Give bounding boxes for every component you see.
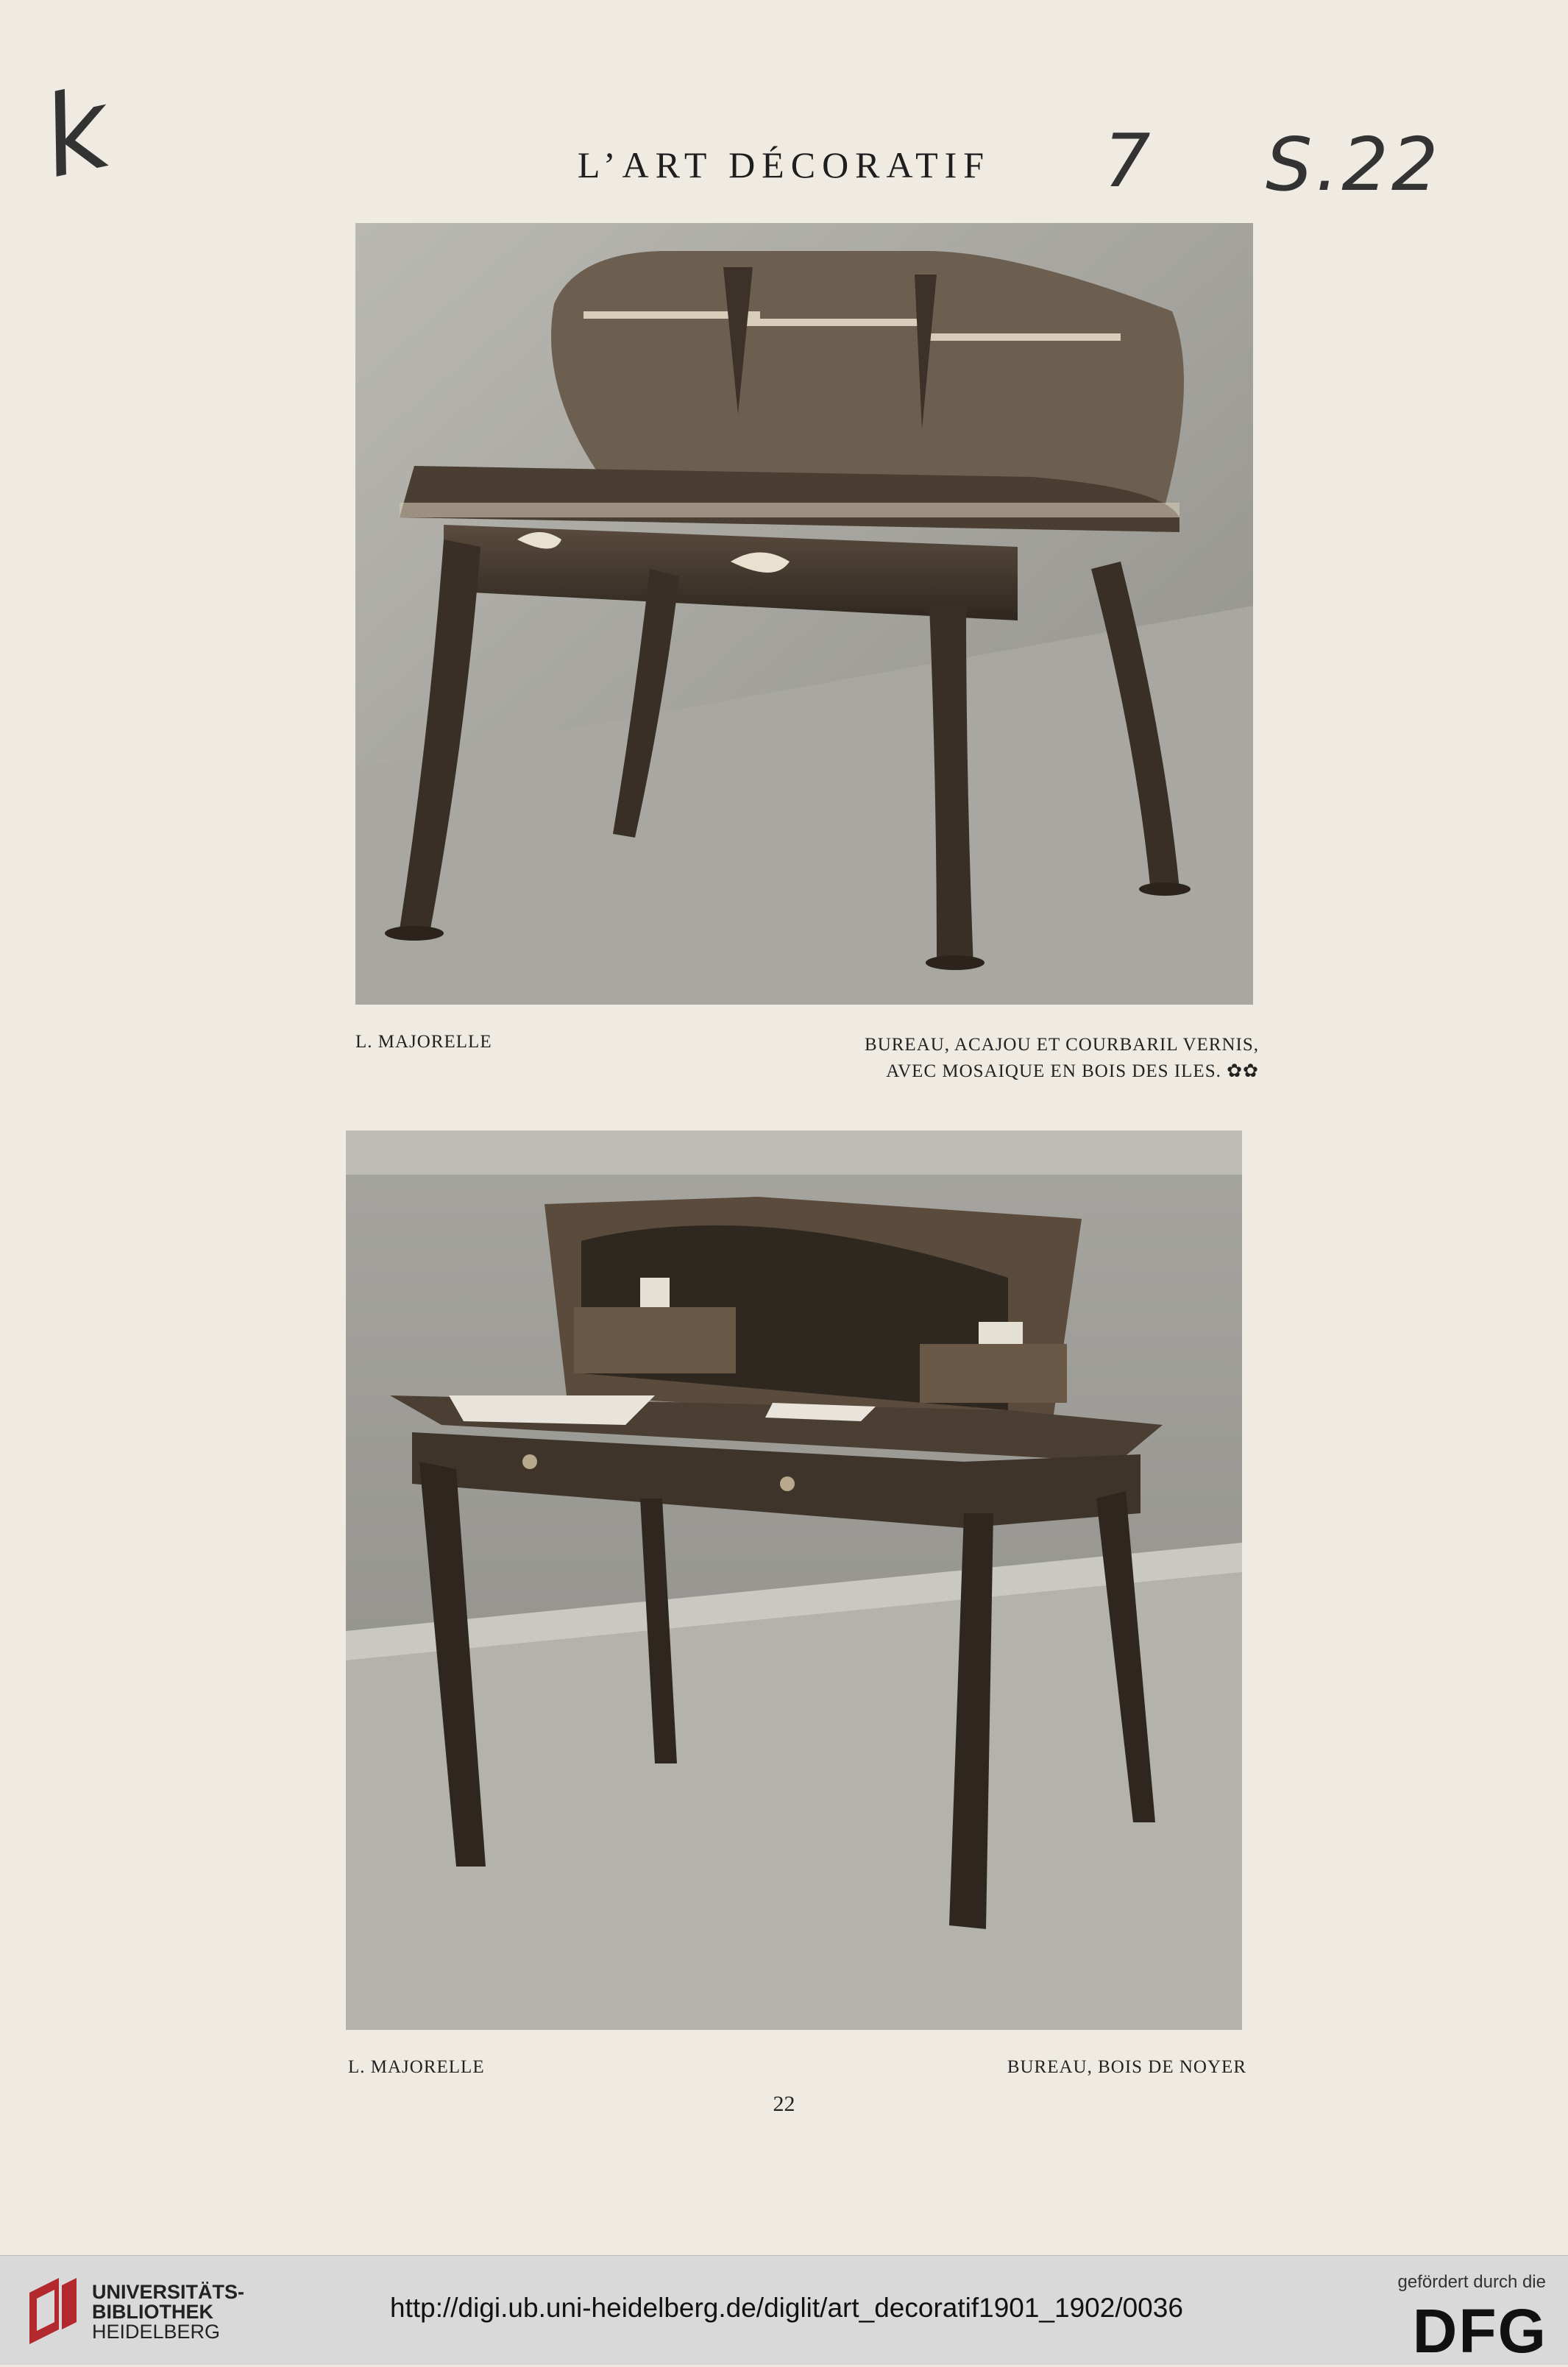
figure-1-credit: L. MAJORELLE xyxy=(355,1032,492,1052)
figure-2-credit: L. MAJORELLE xyxy=(348,2057,485,2077)
university-library-logo-icon xyxy=(29,2278,77,2344)
desk-1-illustration xyxy=(355,223,1253,1005)
handwritten-page-ref: S.22 xyxy=(1266,121,1441,208)
handwritten-mark-k: k xyxy=(31,64,121,204)
figure-1-caption xyxy=(865,1032,1259,1085)
page-number: 22 xyxy=(773,2092,795,2116)
funding-label: gefördert durch die xyxy=(1397,2272,1546,2292)
digitization-footer xyxy=(0,2255,1568,2365)
figure-1-caption-line-2: AVEC MOSAIQUE EN BOIS DES ILES. ✿✿ xyxy=(886,1061,1259,1081)
running-title: L’ART DÉCORATIF xyxy=(577,144,991,185)
photo-desk-2 xyxy=(346,1131,1242,2030)
permalink-url[interactable]: http://digi.ub.uni-heidelberg.de/diglit/art_decoratif1901_1902/0036 xyxy=(390,2293,1183,2323)
figure-2-caption: BUREAU, BOIS DE NOYER xyxy=(1007,2057,1246,2077)
photo-desk-1 xyxy=(355,223,1253,1005)
desk-2-illustration xyxy=(346,1131,1242,2030)
dfg-logo: DFG xyxy=(1412,2296,1547,2366)
handwritten-mark-7: 7 xyxy=(1104,118,1151,204)
library-name: UNIVERSITÄTS- BIBLIOTHEK HEIDELBERG xyxy=(92,2281,245,2343)
figure-1-caption-line-1: BUREAU, ACAJOU ET COURBARIL VERNIS, xyxy=(865,1035,1259,1055)
